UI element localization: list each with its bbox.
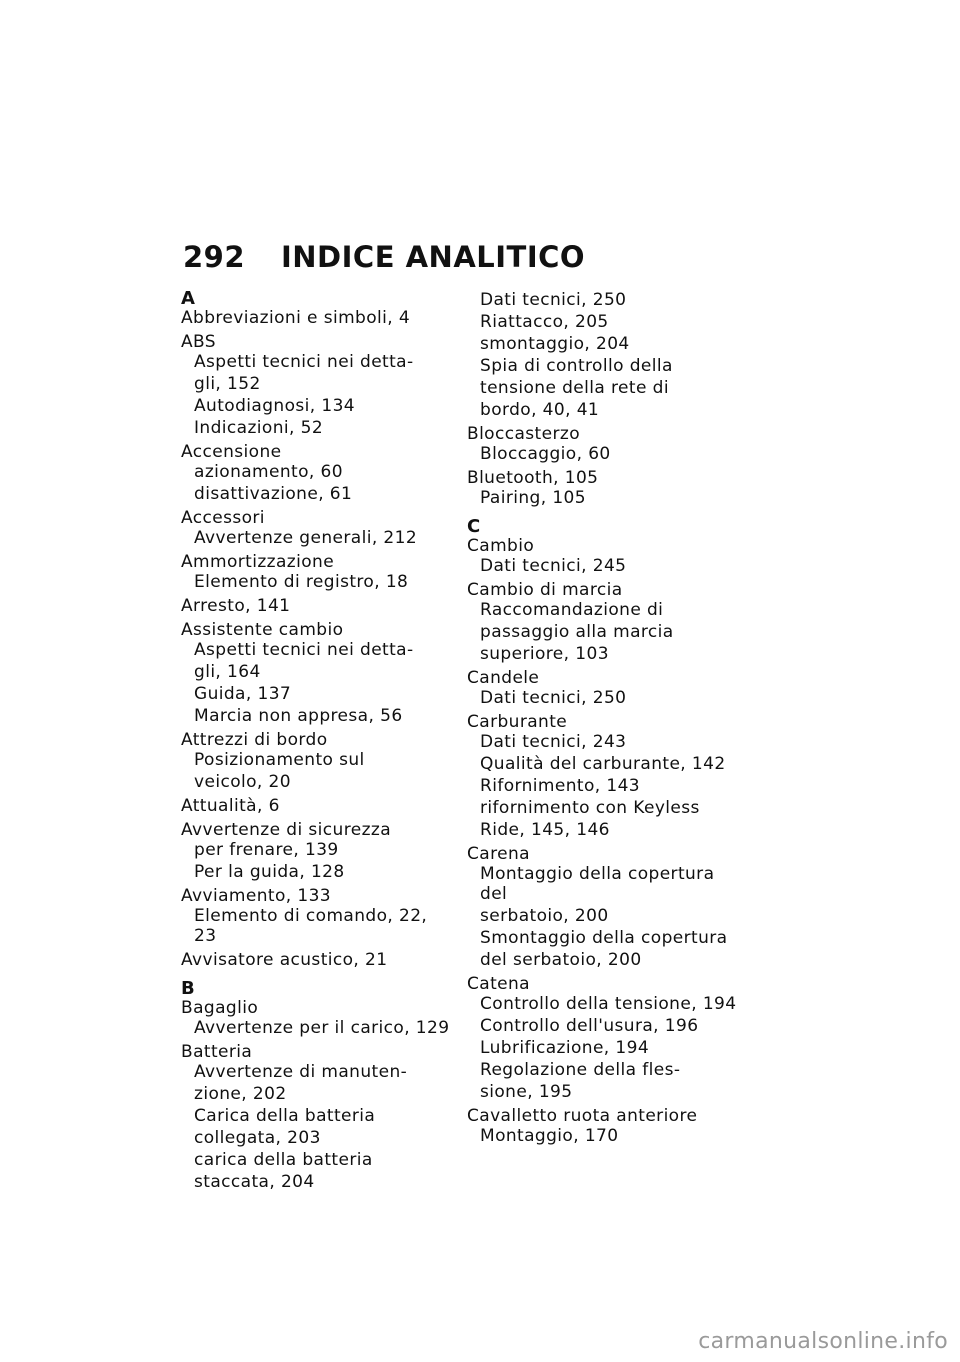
index-subentry: superiore, 103 xyxy=(480,644,609,664)
index-subentry: rifornimento con Keyless xyxy=(480,798,700,818)
index-term: Bluetooth, 105 xyxy=(467,468,599,488)
index-subentry: Riattacco, 205 xyxy=(480,312,609,332)
index-subentry: Marcia non appresa, 56 xyxy=(194,706,403,726)
index-subentry: tensione della rete di xyxy=(480,378,669,398)
index-subentry: Elemento di registro, 18 xyxy=(194,572,409,592)
index-term: Accessori xyxy=(181,508,265,528)
index-section xyxy=(467,290,739,508)
index-section xyxy=(181,290,453,970)
index-subentry: Regolazione della fles- xyxy=(480,1060,681,1080)
index-subentry: gli, 152 xyxy=(194,374,261,394)
index-subentry: Dati tecnici, 250 xyxy=(480,290,627,310)
index-subentry: Ride, 145, 146 xyxy=(480,820,610,840)
index-subentry: Posizionamento sul xyxy=(194,750,365,770)
index-section xyxy=(467,518,739,1146)
index-subentry: Montaggio, 170 xyxy=(480,1126,619,1146)
index-subentry: Elemento di comando, 22, 23 xyxy=(194,906,428,946)
index-subentry: veicolo, 20 xyxy=(194,772,291,792)
index-column-left xyxy=(181,290,453,1202)
section-letter: C xyxy=(467,516,481,537)
index-subentry: collegata, 203 xyxy=(194,1128,321,1148)
index-entry xyxy=(181,820,453,882)
index-term: Assistente cambio xyxy=(181,620,344,640)
index-term: Catena xyxy=(467,974,531,994)
index-subentry: serbatoio, 200 xyxy=(480,906,609,926)
index-subentry: Pairing, 105 xyxy=(480,488,586,508)
index-subentry: zione, 202 xyxy=(194,1084,287,1104)
index-term: Attualità, 6 xyxy=(181,796,280,816)
index-entry xyxy=(181,596,453,616)
index-subentry: disattivazione, 61 xyxy=(194,484,353,504)
index-subentry: sione, 195 xyxy=(480,1082,573,1102)
index-term: Cambio xyxy=(467,536,535,556)
index-column-right xyxy=(467,290,739,1156)
page-number: 292 xyxy=(183,240,246,274)
index-term: Avviamento, 133 xyxy=(181,886,332,906)
index-entry xyxy=(181,730,453,792)
index-subentry: azionamento, 60 xyxy=(194,462,343,482)
index-subentry: Montaggio della copertura del xyxy=(480,864,715,904)
index-entry xyxy=(181,332,453,438)
index-subentry: Dati tecnici, 245 xyxy=(480,556,627,576)
index-term: Ammortizzazione xyxy=(181,552,335,572)
index-entry xyxy=(467,844,739,970)
section-letter: A xyxy=(181,288,195,309)
index-subentry: Qualità del carburante, 142 xyxy=(480,754,726,774)
index-subentry: Avvertenze generali, 212 xyxy=(194,528,418,548)
index-subentry: Controllo della tensione, 194 xyxy=(480,994,737,1014)
index-section xyxy=(181,980,453,1192)
index-subentry: Dati tecnici, 250 xyxy=(480,688,627,708)
index-entry xyxy=(181,950,453,970)
index-subentry: Smontaggio della copertura xyxy=(480,928,728,948)
index-term: Avvisatore acustico, 21 xyxy=(181,950,388,970)
index-term: Avvertenze di sicurezza xyxy=(181,820,392,840)
index-subentry: Aspetti tecnici nei detta- xyxy=(194,640,414,660)
index-subentry: Bloccaggio, 60 xyxy=(480,444,611,464)
index-entry xyxy=(467,1106,739,1146)
index-entry xyxy=(467,580,739,664)
index-subentry: Guida, 137 xyxy=(194,684,292,704)
index-subentry: passaggio alla marcia xyxy=(480,622,674,642)
index-subentry: del serbatoio, 200 xyxy=(480,950,642,970)
index-subentry: bordo, 40, 41 xyxy=(480,400,600,420)
index-subentry: Avvertenze per il carico, 129 xyxy=(194,1018,450,1038)
index-entry xyxy=(467,712,739,840)
index-subentry: Spia di controllo della xyxy=(480,356,673,376)
index-entry xyxy=(181,308,453,328)
index-entry xyxy=(181,1042,453,1192)
index-term: Arresto, 141 xyxy=(181,596,291,616)
index-term: Abbreviazioni e simboli, 4 xyxy=(181,308,411,328)
index-entry xyxy=(181,442,453,504)
index-entry xyxy=(181,886,453,946)
index-subentry: gli, 164 xyxy=(194,662,261,682)
index-entry xyxy=(181,620,453,726)
index-subentry: Lubrificazione, 194 xyxy=(480,1038,650,1058)
index-entry xyxy=(181,796,453,816)
index-term: Accensione xyxy=(181,442,282,462)
index-subentry: Aspetti tecnici nei detta- xyxy=(194,352,414,372)
index-entry xyxy=(181,998,453,1038)
index-subentry: Controllo dell'usura, 196 xyxy=(480,1016,699,1036)
index-term: Carburante xyxy=(467,712,568,732)
index-entry xyxy=(467,290,739,420)
index-entry xyxy=(467,424,739,464)
index-subentry: Autodiagnosi, 134 xyxy=(194,396,356,416)
index-term: Cambio di marcia xyxy=(467,580,623,600)
page-title: INDICE ANALITICO xyxy=(281,240,586,274)
index-term: Candele xyxy=(467,668,540,688)
index-term: Carena xyxy=(467,844,530,864)
index-subentry: smontaggio, 204 xyxy=(480,334,630,354)
index-entry xyxy=(467,536,739,576)
index-term: Bagaglio xyxy=(181,998,259,1018)
index-entry xyxy=(467,974,739,1102)
watermark[interactable]: carmanualsonline.info xyxy=(698,1329,948,1354)
index-term: Bloccasterzo xyxy=(467,424,580,444)
index-entry xyxy=(181,552,453,592)
index-entry xyxy=(181,508,453,548)
index-subentry: Per la guida, 128 xyxy=(194,862,345,882)
section-letter: B xyxy=(181,978,195,999)
index-subentry: staccata, 204 xyxy=(194,1172,315,1192)
index-subentry: Carica della batteria xyxy=(194,1106,376,1126)
index-subentry: per frenare, 139 xyxy=(194,840,339,860)
page-header xyxy=(183,240,585,274)
index-subentry: Dati tecnici, 243 xyxy=(480,732,627,752)
index-term: Cavalletto ruota anteriore xyxy=(467,1106,698,1126)
index-term: ABS xyxy=(181,332,216,352)
index-term: Attrezzi di bordo xyxy=(181,730,328,750)
index-term: Batteria xyxy=(181,1042,253,1062)
index-entry xyxy=(467,468,739,508)
index-subentry: carica della batteria xyxy=(194,1150,373,1170)
index-subentry: Indicazioni, 52 xyxy=(194,418,324,438)
index-entry xyxy=(467,668,739,708)
index-subentry: Avvertenze di manuten- xyxy=(194,1062,408,1082)
index-subentry: Rifornimento, 143 xyxy=(480,776,641,796)
index-subentry: Raccomandazione di xyxy=(480,600,664,620)
